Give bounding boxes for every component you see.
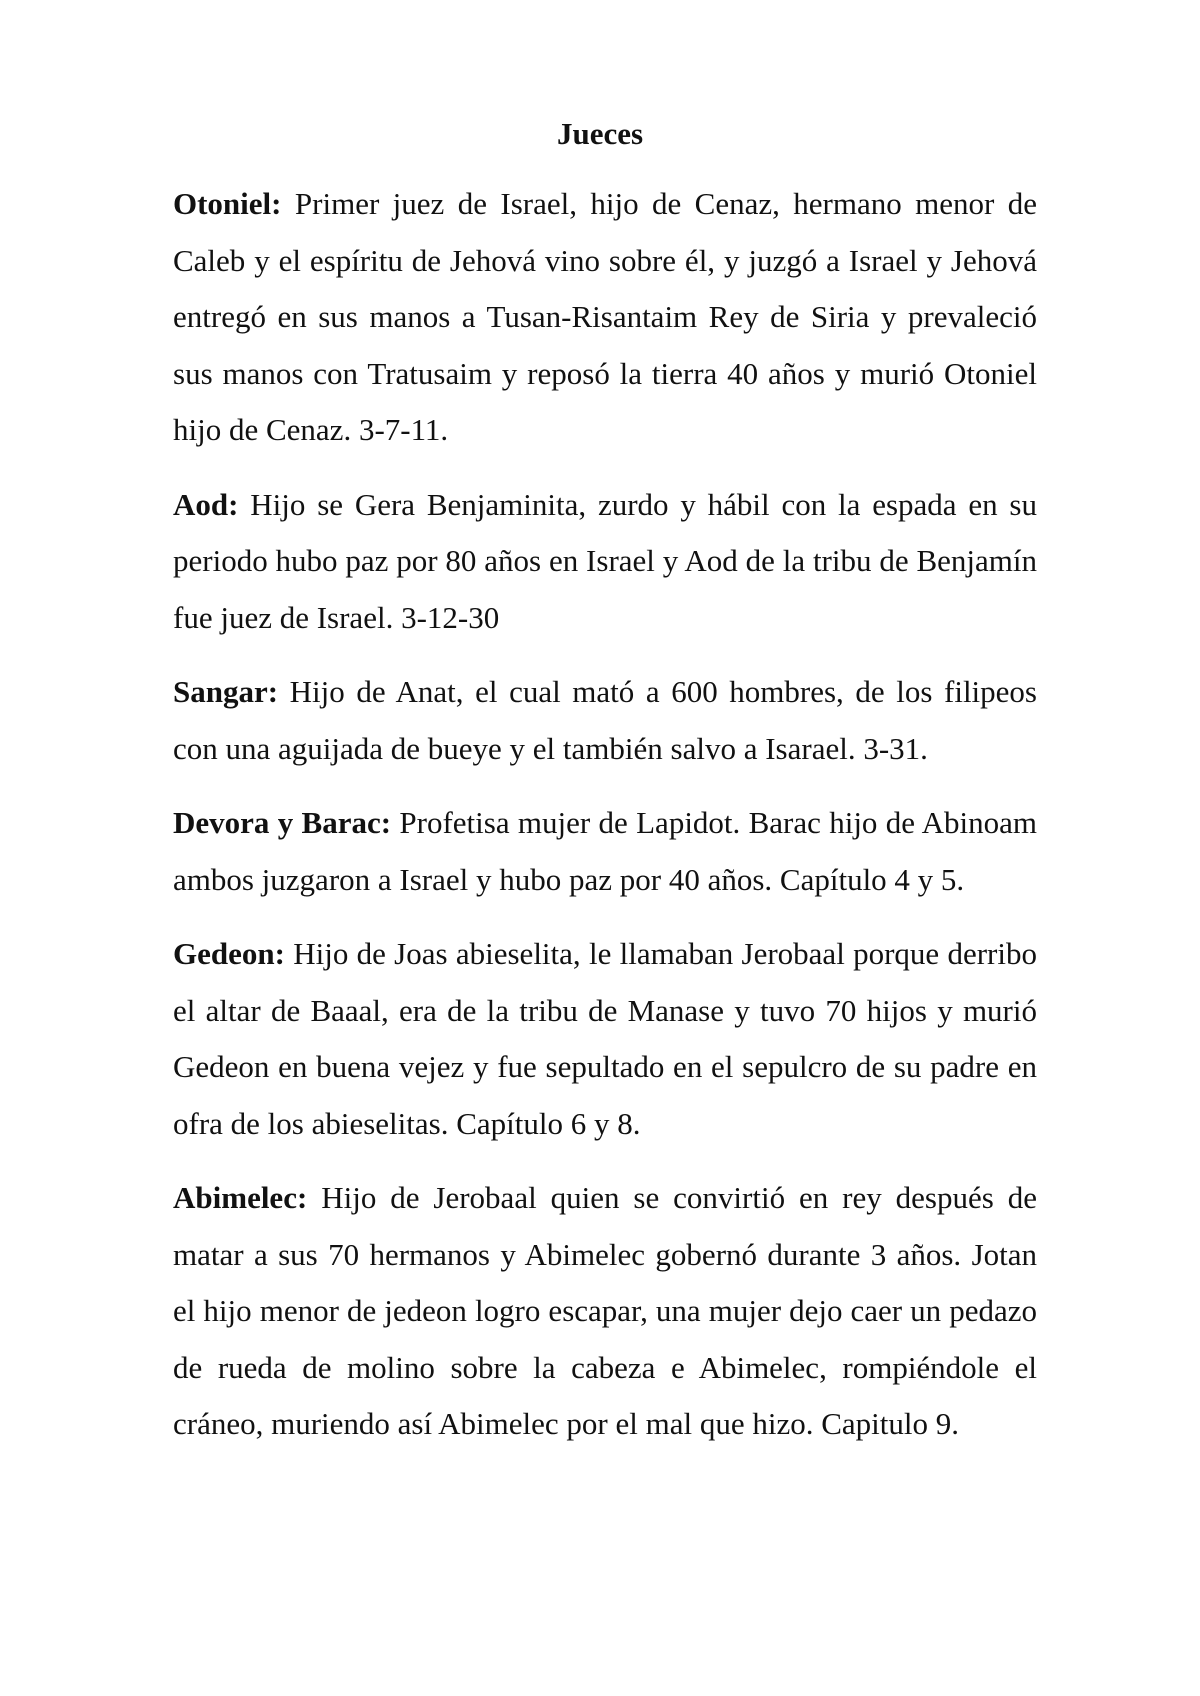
entry-name: Otoniel:	[173, 186, 282, 221]
entry-text: Hijo se Gera Benjaminita, zurdo y hábil con la espada en su periodo hubo paz por 80 años en Israel y Aod de la tribu de Benjamín fue juez de Israel. 3-12-30	[173, 486, 1037, 635]
entry-devora-barac	[173, 795, 1037, 908]
entry-name: Devora y Barac:	[173, 805, 392, 840]
entry-name: Sangar:	[173, 674, 279, 709]
entry-text: Primer juez de Israel, hijo de Cenaz, hermano menor de Caleb y el espíritu de Jehová vino sobre él, y juzgó a Israel y Jehová entregó en sus manos a Tusan-Risantaim Rey de Siria y prevaleció sus manos con Tratusaim y reposó la tierra 40 años y murió Otoniel hijo de Cenaz. 3-7-11.	[173, 186, 1037, 447]
entry-name: Aod:	[173, 486, 239, 522]
entry-gedeon	[173, 926, 1037, 1152]
entry-abimelec	[173, 1170, 1037, 1453]
entry-aod	[173, 477, 1037, 647]
document-body	[173, 176, 1037, 1471]
entry-otoniel	[173, 176, 1037, 459]
entry-text: Profetisa mujer de Lapidot. Barac hijo de Abinoam ambos juzgaron a Israel y hubo paz por 40 años. Capítulo 4 y 5.	[173, 805, 1037, 897]
document-title: Jueces	[556, 116, 644, 151]
entry-text: Hijo de Jerobaal quien se convirtió en rey después de matar a sus 70 hermanos y Abimelec gobernó durante 3 años. Jotan el hijo menor de jedeon logro escapar, una mujer dejo caer un pedazo de rueda de molino sobre la cabeza e Abimelec, rompiéndole el cráneo, muriendo así Abimelec por el mal que hizo. Capitulo 9.	[173, 1180, 1037, 1441]
entry-sangar	[173, 664, 1037, 777]
entry-name: Gedeon:	[173, 936, 285, 971]
entry-text: Hijo de Joas abieselita, le llamaban Jerobaal porque derribo el altar de Baaal, era de la tribu de Manase y tuvo 70 hijos y murió Gedeon en buena vejez y fue sepultado en el sepulcro de su padre en ofra de los abieselitas. Capítulo 6 y 8.	[173, 936, 1037, 1141]
entry-name: Abimelec:	[173, 1180, 308, 1215]
entry-text: Hijo de Anat, el cual mató a 600 hombres, de los filipeos con una aguijada de bueye y el también salvo a Isarael. 3-31.	[173, 674, 1037, 766]
